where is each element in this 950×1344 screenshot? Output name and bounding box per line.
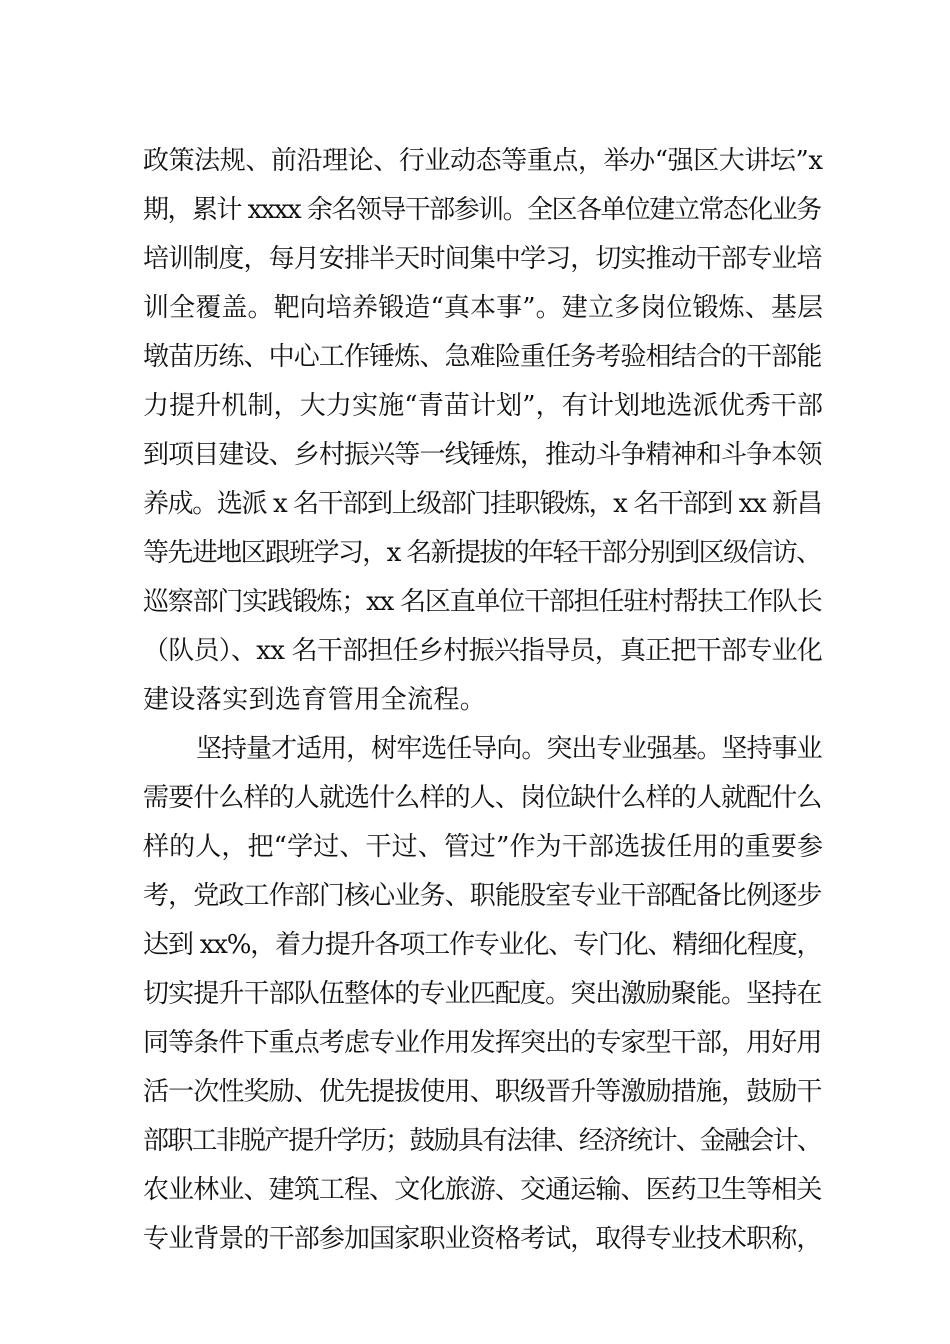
text-line: 等先进地区跟班学习，x 名新提拔的年轻干部分别到区级信访、 <box>143 538 821 568</box>
paragraph-first-line: 坚持量才适用，树牢选任导向。突出专业强基。坚持事业 <box>196 734 822 764</box>
text-line: 到项目建设、乡村振兴等一线锤炼，推动斗争精神和斗争本领 <box>143 440 822 470</box>
text-line: 期，累计 xxxx 余名领导干部参训。全区各单位建立常态化业务 <box>143 195 821 225</box>
text-line: 需要什么样的人就选什么样的人、岗位缺什么样的人就配什么 <box>143 783 822 813</box>
text-line: 巡察部门实践锻炼；xx 名区直单位干部担任驻村帮扶工作队长 <box>143 587 822 617</box>
text-line: 农业林业、建筑工程、文化旅游、交通运输、医药卫生等相关 <box>143 1175 822 1205</box>
text-line: 力提升机制，大力实施“青苗计划”，有计划地选派优秀干部 <box>143 391 824 421</box>
text-line: 建设落实到选育管用全流程。 <box>143 685 487 715</box>
text-line: 切实提升干部队伍整体的专业匹配度。突出激励聚能。坚持在 <box>143 979 822 1009</box>
text-line: 墩苗历练、中心工作锤炼、急难险重任务考验相结合的干部能 <box>143 342 822 372</box>
text-line: 训全覆盖。靶向培养锻造“真本事”。建立多岗位锻炼、基层 <box>143 293 824 323</box>
text-line: 培训制度，每月安排半天时间集中学习，切实推动干部专业培 <box>143 244 822 274</box>
text-line: 专业背景的干部参加国家职业资格考试，取得专业技术职称， <box>143 1224 822 1254</box>
text-line: 考，党政工作部门核心业务、职能股室专业干部配备比例逐步 <box>143 881 822 911</box>
text-line: 部职工非脱产提升学历；鼓励具有法律、经济统计、金融会计、 <box>143 1126 822 1156</box>
text-line: 达到 xx%，着力提升各项工作专业化、专门化、精细化程度， <box>143 930 822 960</box>
text-line: 样的人，把“学过、干过、管过”作为干部选拔任用的重要参 <box>143 832 824 862</box>
text-line: 养成。选派 x 名干部到上级部门挂职锻炼，x 名干部到 xx 新昌 <box>143 489 822 519</box>
text-line: 活一次性奖励、优先提拔使用、职级晋升等激励措施，鼓励干 <box>143 1077 822 1107</box>
text-line: （队员）、xx 名干部担任乡村振兴指导员，真正把干部专业化 <box>143 636 823 666</box>
text-line: 政策法规、前沿理论、行业动态等重点，举办“强区大讲坛”x <box>143 146 823 176</box>
text-line: 同等条件下重点考虑专业作用发挥突出的专家型干部，用好用 <box>143 1028 822 1058</box>
